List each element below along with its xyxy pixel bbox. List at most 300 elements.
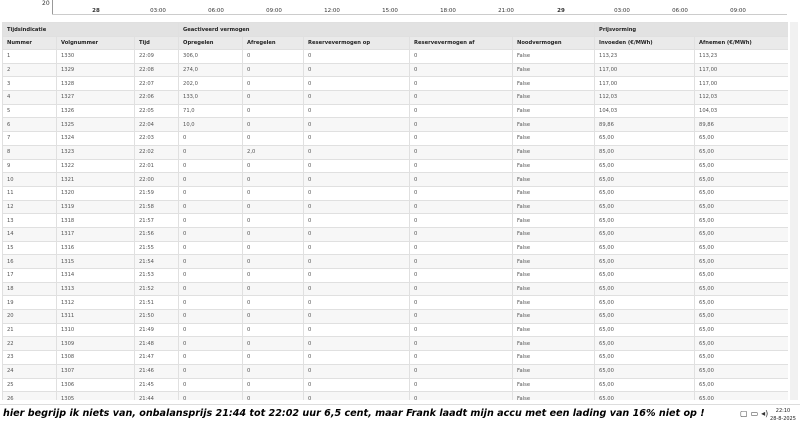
table-cell: 104,03: [695, 104, 788, 118]
table-cell: 0: [304, 323, 410, 337]
table-cell: 1305: [57, 392, 135, 400]
table-cell: 0: [410, 227, 513, 241]
column-header[interactable]: Afregelen: [243, 37, 304, 50]
table-row[interactable]: [3, 351, 789, 365]
table-cell: 65,00: [695, 173, 788, 187]
table-row[interactable]: [3, 269, 789, 283]
table-cell: 0: [410, 378, 513, 392]
table-cell: 65,00: [695, 351, 788, 365]
table-cell: 1330: [57, 50, 135, 64]
table-cell: 1317: [57, 227, 135, 241]
table-cell: 15: [3, 241, 57, 255]
table-cell: 65,00: [595, 186, 695, 200]
column-header[interactable]: Opregelen: [179, 37, 243, 50]
table-cell: 0: [410, 63, 513, 77]
balance-table: [2, 22, 788, 400]
table-row[interactable]: [3, 91, 789, 105]
table-cell: 24: [3, 364, 57, 378]
column-header[interactable]: Nummer: [3, 37, 57, 50]
table-cell: 0: [410, 118, 513, 132]
y-axis-label: 20: [42, 0, 50, 7]
table-cell: 0: [243, 269, 304, 283]
table-cell: 21: [3, 323, 57, 337]
table-cell: False: [513, 200, 595, 214]
table-cell: 65,00: [695, 296, 788, 310]
table-cell: 117,00: [595, 63, 695, 77]
table-cell: 65,00: [695, 241, 788, 255]
table-cell: 0: [410, 132, 513, 146]
table-row[interactable]: [3, 118, 789, 132]
column-header[interactable]: Reservevermogen op: [304, 37, 410, 50]
table-cell: 1308: [57, 351, 135, 365]
table-cell: 0: [410, 91, 513, 105]
table-row[interactable]: [3, 50, 789, 64]
table-cell: 0: [304, 77, 410, 91]
table-cell: 0: [304, 173, 410, 187]
table-cell: 71,0: [179, 104, 243, 118]
table-cell: 21:49: [135, 323, 179, 337]
table-cell: 1322: [57, 159, 135, 173]
table-cell: 89,86: [595, 118, 695, 132]
table-cell: 133,0: [179, 91, 243, 105]
table-cell: 0: [410, 186, 513, 200]
table-cell: 65,00: [695, 214, 788, 228]
table-cell: 21:52: [135, 282, 179, 296]
table-cell: 65,00: [695, 269, 788, 283]
table-cell: False: [513, 310, 595, 324]
table-cell: 21:47: [135, 351, 179, 365]
table-cell: 18: [3, 282, 57, 296]
axis-tick-label: 29: [557, 8, 565, 14]
table-cell: 1315: [57, 255, 135, 269]
table-cell: 0: [304, 118, 410, 132]
table-row[interactable]: [3, 241, 789, 255]
table-cell: 1324: [57, 132, 135, 146]
table-cell: 1309: [57, 337, 135, 351]
table-cell: 65,00: [595, 310, 695, 324]
table-cell: 21:54: [135, 255, 179, 269]
table-cell: 0: [179, 241, 243, 255]
table-row[interactable]: [3, 378, 789, 392]
table-cell: 1306: [57, 378, 135, 392]
table-cell: 65,00: [595, 282, 695, 296]
table-cell: 0: [179, 132, 243, 146]
table-cell: 1311: [57, 310, 135, 324]
table-cell: 65,00: [595, 351, 695, 365]
table-cell: 65,00: [595, 214, 695, 228]
table-cell: 0: [304, 269, 410, 283]
table-row[interactable]: [3, 214, 789, 228]
table-cell: 9: [3, 159, 57, 173]
table-cell: 117,00: [695, 63, 788, 77]
table-cell: False: [513, 378, 595, 392]
table-cell: 0: [243, 310, 304, 324]
table-cell: 0: [243, 378, 304, 392]
table-row[interactable]: [3, 77, 789, 91]
table-cell: 22:07: [135, 77, 179, 91]
table-cell: 13: [3, 214, 57, 228]
table-cell: 0: [304, 214, 410, 228]
table-cell: 11: [3, 186, 57, 200]
clock-date: 28-8-2025: [770, 416, 796, 422]
table-row[interactable]: [3, 310, 789, 324]
table-cell: 19: [3, 296, 57, 310]
table-cell: 0: [243, 241, 304, 255]
table-cell: 1307: [57, 364, 135, 378]
table-cell: 202,0: [179, 77, 243, 91]
table-cell: 0: [243, 63, 304, 77]
table-cell: False: [513, 159, 595, 173]
table-cell: 65,00: [695, 255, 788, 269]
table-cell: 0: [179, 255, 243, 269]
table-cell: 0: [410, 104, 513, 118]
table-row[interactable]: [3, 63, 789, 77]
table-cell: 0: [304, 91, 410, 105]
table-cell: 65,00: [595, 132, 695, 146]
volume-icon[interactable]: ◂): [761, 409, 769, 418]
table-cell: 0: [243, 392, 304, 400]
table-cell: 0: [304, 227, 410, 241]
table-row[interactable]: [3, 186, 789, 200]
table-cell: False: [513, 118, 595, 132]
table-cell: 1326: [57, 104, 135, 118]
table-cell: 65,00: [695, 337, 788, 351]
table-cell: 0: [410, 255, 513, 269]
table-cell: 65,00: [595, 296, 695, 310]
taskbar: [0, 404, 800, 425]
table-cell: 65,00: [695, 159, 788, 173]
table-cell: 1327: [57, 91, 135, 105]
table-cell: 0: [179, 392, 243, 400]
table-cell: 26: [3, 392, 57, 400]
table-cell: 0: [410, 77, 513, 91]
table-cell: 113,23: [595, 50, 695, 64]
table-cell: 89,86: [695, 118, 788, 132]
table-cell: 0: [410, 214, 513, 228]
table-cell: 0: [304, 200, 410, 214]
table-cell: False: [513, 104, 595, 118]
table-row[interactable]: [3, 255, 789, 269]
table-row[interactable]: [3, 173, 789, 187]
axis-tick-label: 06:00: [208, 8, 224, 14]
table-cell: 14: [3, 227, 57, 241]
table-cell: False: [513, 269, 595, 283]
table-cell: 22:02: [135, 145, 179, 159]
axis-tick-label: 09:00: [266, 8, 282, 14]
table-cell: 306,0: [179, 50, 243, 64]
table-cell: 1328: [57, 77, 135, 91]
table-cell: 17: [3, 269, 57, 283]
table-cell: False: [513, 173, 595, 187]
table-cell: False: [513, 186, 595, 200]
table-cell: 65,00: [695, 186, 788, 200]
table-cell: 20: [3, 310, 57, 324]
table-cell: 0: [243, 214, 304, 228]
table-cell: 112,03: [695, 91, 788, 105]
table-cell: False: [513, 337, 595, 351]
table-cell: 65,00: [595, 241, 695, 255]
table-cell: 112,03: [595, 91, 695, 105]
table-cell: 1320: [57, 186, 135, 200]
table-row[interactable]: [3, 104, 789, 118]
axis-tick-label: 21:00: [498, 8, 514, 14]
axis-tick-label: 03:00: [150, 8, 166, 14]
table-cell: 1: [3, 50, 57, 64]
axis-tick-label: 28: [92, 8, 100, 14]
table-cell: False: [513, 296, 595, 310]
table-cell: 0: [243, 255, 304, 269]
table-cell: 0: [179, 173, 243, 187]
table-cell: 0: [304, 63, 410, 77]
system-tray: [740, 409, 771, 418]
table-cell: 0: [179, 337, 243, 351]
table-cell: 21:45: [135, 378, 179, 392]
table-cell: False: [513, 351, 595, 365]
table-cell: 22:05: [135, 104, 179, 118]
table-cell: 0: [304, 351, 410, 365]
table-cell: 0: [304, 255, 410, 269]
table-cell: 1329: [57, 63, 135, 77]
table-cell: 1310: [57, 323, 135, 337]
table-cell: 0: [243, 323, 304, 337]
display-icon[interactable]: ▭: [750, 409, 759, 418]
table-row[interactable]: [3, 296, 789, 310]
table-cell: 0: [410, 159, 513, 173]
table-cell: 0: [179, 200, 243, 214]
table-cell: 21:44: [135, 392, 179, 400]
x-axis-line: [52, 14, 787, 15]
table-cell: 0: [243, 104, 304, 118]
table-cell: 1312: [57, 296, 135, 310]
table-cell: 0: [243, 118, 304, 132]
table-cell: False: [513, 145, 595, 159]
table-cell: 22: [3, 337, 57, 351]
table-cell: 0: [243, 132, 304, 146]
table-cell: False: [513, 132, 595, 146]
table-cell: 0: [243, 50, 304, 64]
table-cell: False: [513, 392, 595, 400]
table-cell: 1314: [57, 269, 135, 283]
table-cell: 0: [179, 269, 243, 283]
table-cell: 1319: [57, 200, 135, 214]
table-cell: 0: [243, 159, 304, 173]
axis-tick-label: 06:00: [672, 8, 688, 14]
table-cell: 0: [410, 50, 513, 64]
table-cell: 1316: [57, 241, 135, 255]
table-cell: 0: [304, 364, 410, 378]
table-cell: 65,00: [595, 364, 695, 378]
axis-tick-label: 18:00: [440, 8, 456, 14]
table-cell: 22:01: [135, 159, 179, 173]
table-cell: 22:04: [135, 118, 179, 132]
table-cell: 3: [3, 77, 57, 91]
table-cell: 2: [3, 63, 57, 77]
table-row[interactable]: [3, 200, 789, 214]
table-cell: 1313: [57, 282, 135, 296]
table-cell: 0: [410, 296, 513, 310]
table-cell: 0: [243, 282, 304, 296]
table-cell: 65,00: [595, 159, 695, 173]
table-cell: 21:50: [135, 310, 179, 324]
column-header[interactable]: Noodvermogen: [513, 37, 595, 50]
table-cell: 8: [3, 145, 57, 159]
table-cell: 21:57: [135, 214, 179, 228]
table-cell: 10,0: [179, 118, 243, 132]
table-cell: False: [513, 227, 595, 241]
table-cell: 21:55: [135, 241, 179, 255]
table-cell: 65,00: [695, 227, 788, 241]
overlay-message: hier begrijp ik niets van, onbalansprijs 21:44 tot 22:02 uur 6,5 cent, maar Frank laadt mijn accu met een lading van 16% niet op !: [3, 408, 705, 419]
group-header-vermogen: Geactiveerd vermogen: [179, 23, 595, 37]
table-cell: 0: [304, 50, 410, 64]
table-cell: 0: [304, 241, 410, 255]
table-cell: 0: [304, 104, 410, 118]
table-cell: 0: [410, 310, 513, 324]
table-cell: 65,00: [595, 255, 695, 269]
table-cell: 0: [304, 296, 410, 310]
table-cell: 6: [3, 118, 57, 132]
table-cell: 1318: [57, 214, 135, 228]
table-cell: 0: [243, 91, 304, 105]
table-cell: 0: [304, 392, 410, 400]
table-cell: 65,00: [595, 323, 695, 337]
table-cell: 117,00: [595, 77, 695, 91]
balance-table-container[interactable]: [2, 22, 788, 400]
group-header-prijsvorming: Prijsvorming: [595, 23, 788, 37]
table-cell: 7: [3, 132, 57, 146]
table-cell: 5: [3, 104, 57, 118]
table-cell: 10: [3, 173, 57, 187]
table-cell: 0: [243, 337, 304, 351]
table-cell: 0: [410, 323, 513, 337]
table-cell: 65,00: [595, 269, 695, 283]
table-cell: False: [513, 50, 595, 64]
table-cell: 25: [3, 378, 57, 392]
table-cell: 0: [243, 296, 304, 310]
clock-time: 22:10: [775, 408, 791, 414]
table-cell: 65,00: [695, 364, 788, 378]
table-cell: 65,00: [695, 200, 788, 214]
table-cell: 0: [179, 227, 243, 241]
table-cell: 22:03: [135, 132, 179, 146]
table-cell: 0: [410, 392, 513, 400]
table-cell: 0: [410, 282, 513, 296]
message-icon[interactable]: ▢: [740, 409, 748, 418]
table-cell: 16: [3, 255, 57, 269]
axis-tick-label: 12:00: [324, 8, 340, 14]
column-header[interactable]: Volgnummer: [57, 37, 135, 50]
table-cell: False: [513, 364, 595, 378]
table-cell: False: [513, 255, 595, 269]
column-header[interactable]: Tijd: [135, 37, 179, 50]
table-cell: 21:59: [135, 186, 179, 200]
table-cell: False: [513, 63, 595, 77]
table-cell: 65,00: [595, 173, 695, 187]
table-cell: 65,00: [695, 132, 788, 146]
table-cell: 21:53: [135, 269, 179, 283]
table-cell: 0: [179, 282, 243, 296]
table-cell: False: [513, 91, 595, 105]
table-cell: False: [513, 323, 595, 337]
table-cell: 65,00: [595, 200, 695, 214]
chart-time-axis: [0, 0, 800, 18]
table-cell: 0: [304, 310, 410, 324]
y-axis-line: [52, 0, 53, 14]
table-cell: 22:00: [135, 173, 179, 187]
table-cell: 65,00: [595, 392, 695, 400]
table-cell: 0: [304, 186, 410, 200]
table-cell: False: [513, 241, 595, 255]
table-cell: 117,00: [695, 77, 788, 91]
column-header[interactable]: Afnemen (€/MWh): [695, 37, 788, 50]
group-header-tijdsindicatie: Tijdsindicatie: [3, 23, 179, 37]
table-cell: 113,23: [695, 50, 788, 64]
table-cell: 0: [410, 173, 513, 187]
column-header[interactable]: Invoeden (€/MWh): [595, 37, 695, 50]
axis-tick-label: 09:00: [730, 8, 746, 14]
table-cell: 0: [179, 296, 243, 310]
table-cell: 0: [410, 337, 513, 351]
table-cell: 0: [304, 282, 410, 296]
table-cell: 65,00: [595, 337, 695, 351]
vertical-scrollbar[interactable]: [790, 22, 798, 400]
table-cell: 21:48: [135, 337, 179, 351]
table-cell: 0: [179, 159, 243, 173]
table-cell: 23: [3, 351, 57, 365]
table-cell: 0: [304, 378, 410, 392]
table-row[interactable]: [3, 282, 789, 296]
column-header[interactable]: Reservevermogen af: [410, 37, 513, 50]
table-cell: 0: [179, 310, 243, 324]
taskbar-clock[interactable]: [768, 407, 798, 423]
table-row[interactable]: [3, 227, 789, 241]
table-cell: 22:08: [135, 63, 179, 77]
table-cell: 1321: [57, 173, 135, 187]
axis-tick-label: 15:00: [382, 8, 398, 14]
table-cell: 0: [410, 241, 513, 255]
table-row[interactable]: [3, 159, 789, 173]
table-row[interactable]: [3, 132, 789, 146]
table-row[interactable]: [3, 145, 789, 159]
table-cell: 65,00: [695, 378, 788, 392]
table-row[interactable]: [3, 392, 789, 400]
table-cell: 1323: [57, 145, 135, 159]
table-cell: 12: [3, 200, 57, 214]
table-cell: 0: [243, 186, 304, 200]
table-cell: 21:58: [135, 200, 179, 214]
table-cell: 0: [179, 364, 243, 378]
table-cell: 0: [304, 145, 410, 159]
table-cell: 0: [243, 227, 304, 241]
table-cell: 0: [304, 159, 410, 173]
table-cell: 0: [304, 132, 410, 146]
table-cell: 0: [410, 364, 513, 378]
table-cell: 22:09: [135, 50, 179, 64]
table-row[interactable]: [3, 323, 789, 337]
axis-tick-label: 03:00: [614, 8, 630, 14]
table-cell: 21:46: [135, 364, 179, 378]
table-cell: 1325: [57, 118, 135, 132]
table-cell: False: [513, 77, 595, 91]
table-row[interactable]: [3, 337, 789, 351]
table-cell: 0: [179, 351, 243, 365]
table-cell: 0: [243, 200, 304, 214]
table-row[interactable]: [3, 364, 789, 378]
table-cell: 104,03: [595, 104, 695, 118]
table-cell: False: [513, 282, 595, 296]
table-cell: 0: [179, 323, 243, 337]
table-cell: 0: [410, 200, 513, 214]
